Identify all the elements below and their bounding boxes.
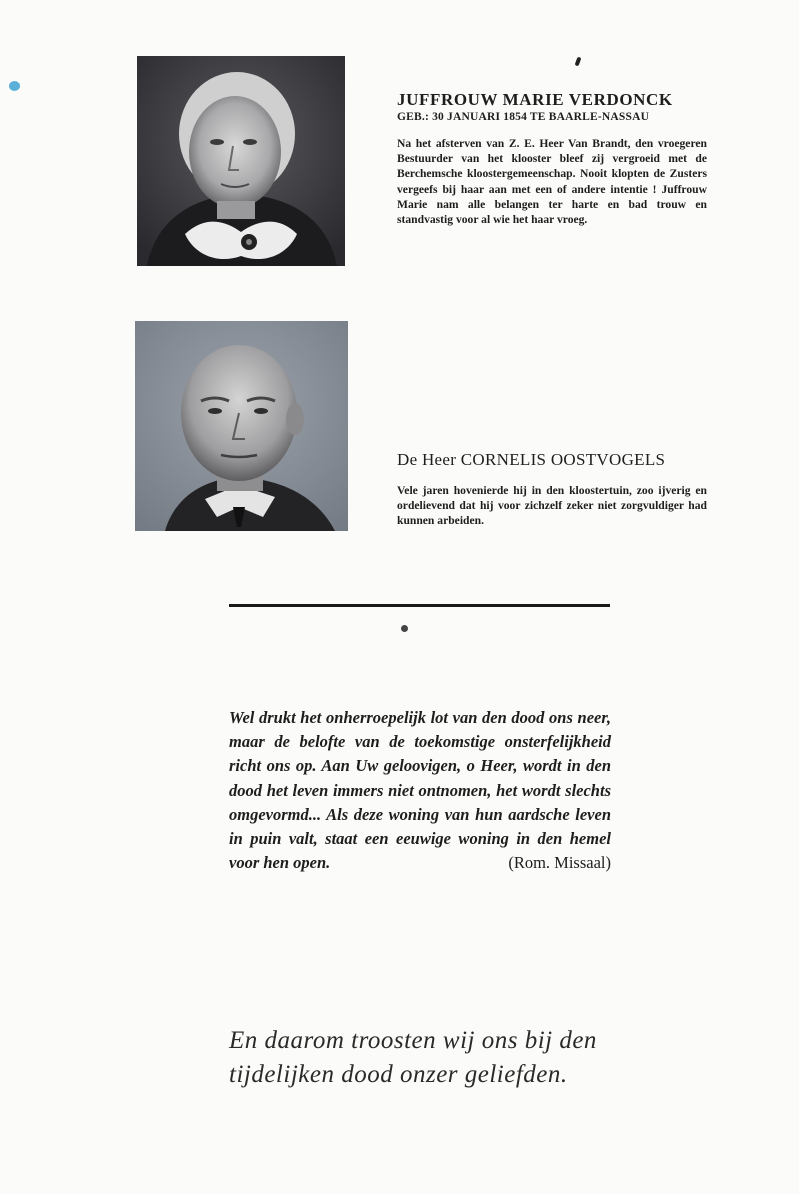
person1-birth-info: GEB.: 30 JANUARI 1854 TE BAARLE-NASSAU bbox=[397, 111, 650, 123]
quote-text: Wel drukt het onherroepelijk lot van den dood ons neer, maar de belofte van de toekomstige onsterfelijkheid richt ons op. Aan Uw geloovigen, o Heer, wordt in den dood het leven immers niet ontnomen, het wordt slechts omgevormd... Als deze woning van hun aardsche leven in puin valt, staat een eeuwige woning in den hemel voor hen open. bbox=[229, 708, 611, 873]
ink-dot bbox=[401, 625, 408, 632]
portrait-cornelis-oostvogels bbox=[135, 321, 348, 531]
person2-title: De Heer bbox=[397, 450, 457, 469]
missal-quote bbox=[229, 706, 611, 875]
closing-line-2: tijdelijken dood onzer geliefden. bbox=[229, 1061, 568, 1088]
blue-speck bbox=[9, 81, 20, 91]
closing-text bbox=[229, 1024, 649, 1092]
portrait-marie-verdonck bbox=[137, 56, 345, 266]
person2-biography: Vele jaren hovenierde hij in den kloostertuin, zoo ijverig en ordelievend dat hij voor zichzelf zeker niet zorgvuldiger had kunnen arbeiden. bbox=[397, 484, 707, 528]
ink-mark bbox=[575, 57, 582, 67]
quote-source: (Rom. Missaal) bbox=[508, 853, 611, 873]
person1-name: JUFFROUW MARIE VERDONCK bbox=[397, 90, 673, 109]
person1-biography: Na het afsterven van Z. E. Heer Van Brandt, den vroegeren Bestuurder van het klooster bleef zij vergroeid met de Berchemsche kloostergemeenschap. Nooit klopten de Zusters vergeefs bij haar aan met een of andere intentie ! Juffrouw Marie nam alle belangen ter harte en bad trouw en standvastig voor al wie het haar vroeg. bbox=[397, 137, 707, 227]
person2-full-name: CORNELIS OOSTVOGELS bbox=[460, 450, 666, 469]
divider-line bbox=[229, 604, 610, 607]
person2-name bbox=[397, 450, 665, 470]
closing-line-1: En daarom troosten wij ons bij den bbox=[229, 1027, 597, 1054]
